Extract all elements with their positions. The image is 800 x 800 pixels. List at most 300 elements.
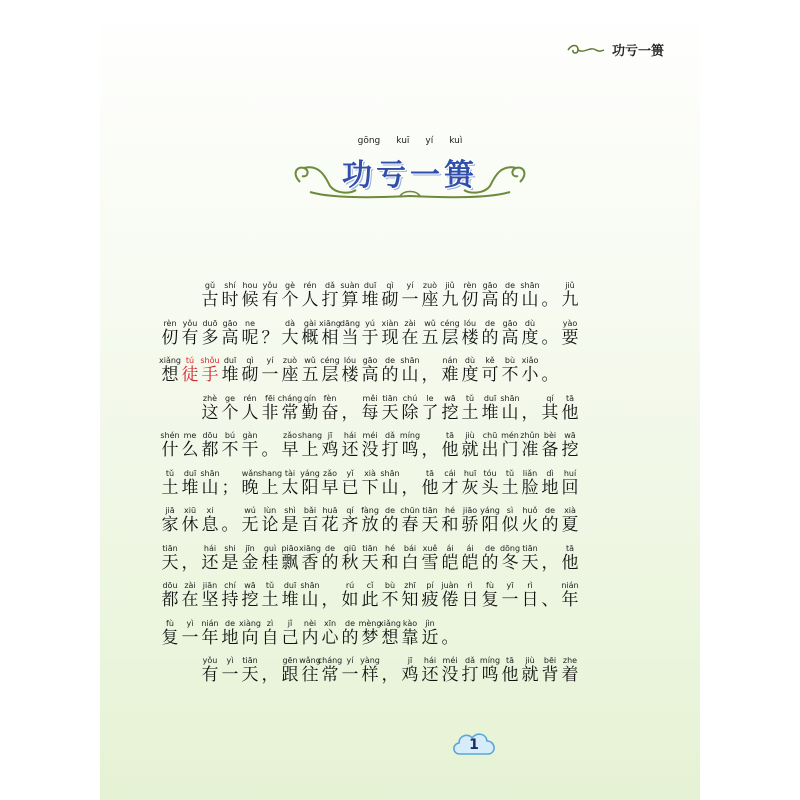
hanzi: 难: [441, 365, 459, 385]
hanzi: 样: [361, 665, 379, 685]
hanzi: 都: [161, 590, 179, 610]
pinyin: yáng: [300, 468, 320, 478]
pinyin: bú: [224, 431, 236, 440]
character-cell: [320, 535, 340, 573]
hanzi: 奋: [321, 402, 339, 423]
character-cell: [440, 572, 460, 610]
hanzi: 和: [441, 515, 459, 535]
character-cell: [340, 535, 360, 573]
pinyin: xià: [364, 468, 376, 478]
hanzi: 常: [321, 665, 339, 685]
hanzi: ，: [521, 402, 539, 423]
pinyin: fàng: [361, 506, 379, 515]
punctuation: [260, 647, 280, 685]
character-cell: [460, 460, 480, 498]
character-cell: [360, 535, 380, 573]
character-cell: [200, 647, 220, 685]
hanzi: 疲: [421, 590, 439, 610]
pinyin: chí: [224, 581, 236, 590]
hanzi: 勤: [301, 402, 319, 423]
hanzi: 早: [321, 477, 339, 498]
character-cell: [440, 497, 460, 535]
hanzi: 都: [201, 440, 219, 460]
pinyin: de: [545, 506, 555, 515]
text-line: [160, 385, 660, 423]
pinyin: tiān: [522, 543, 538, 553]
character-cell: [260, 535, 280, 573]
indent-space: [180, 647, 200, 685]
hanzi: 出: [481, 440, 499, 460]
character-cell: [460, 385, 480, 423]
character-cell: [277, 385, 303, 423]
hanzi: 呢: [241, 327, 259, 348]
character-cell: [460, 572, 480, 610]
pinyin: jīn: [245, 543, 255, 553]
text-line: [160, 610, 660, 648]
character-cell: [480, 272, 500, 310]
pinyin: gài: [303, 318, 317, 328]
character-cell: [440, 272, 460, 310]
hanzi: 山: [521, 290, 539, 310]
hanzi: 阳: [301, 477, 319, 498]
character-cell: [520, 572, 540, 610]
character-cell: [380, 310, 400, 348]
character-cell: [560, 385, 580, 423]
hanzi: 要: [561, 327, 579, 348]
hanzi: 头: [481, 477, 499, 498]
character-cell: [257, 460, 283, 498]
hanzi: 内: [301, 627, 319, 648]
hanzi: 土: [501, 477, 519, 498]
story-title-block: [290, 136, 530, 200]
pinyin: dù: [524, 318, 536, 328]
pinyin: dōu: [202, 431, 218, 440]
hanzi: 想: [381, 627, 399, 648]
hanzi: 堆: [281, 590, 299, 610]
character-cell: [180, 497, 200, 535]
pinyin: rì: [527, 581, 533, 590]
pinyin: dǎ: [385, 431, 395, 440]
hanzi: 九: [561, 290, 579, 310]
hanzi: 鸣: [481, 665, 499, 685]
pinyin: yǒu: [182, 318, 198, 328]
hanzi: 概: [301, 327, 319, 348]
punctuation: [440, 610, 460, 648]
hanzi: 往: [301, 665, 319, 685]
character-cell: [300, 572, 320, 610]
character-cell: [280, 647, 300, 685]
pinyin: xuě: [422, 543, 438, 553]
pinyin: zuò: [422, 281, 438, 290]
character-cell: [240, 497, 260, 535]
hanzi: 其: [541, 402, 559, 423]
indent-space: [180, 272, 200, 310]
pinyin: de: [345, 618, 355, 628]
pinyin: wǎn: [241, 468, 259, 478]
running-header: [566, 40, 664, 59]
character-cell: [220, 647, 240, 685]
character-cell: [260, 497, 280, 535]
hanzi: 他: [501, 665, 519, 685]
character-cell: [220, 310, 240, 348]
pinyin: rèn: [163, 318, 177, 328]
pinyin: duī: [223, 356, 237, 365]
character-cell: [260, 272, 280, 310]
character-cell: [180, 572, 200, 610]
pinyin: shān: [500, 393, 520, 403]
pinyin: shang: [297, 431, 323, 440]
hanzi: 就: [521, 665, 539, 685]
pinyin: qiū: [343, 543, 357, 553]
title-pinyin-syllable: kuī: [396, 136, 410, 146]
hanzi: 。: [541, 290, 559, 310]
hanzi: 天: [381, 402, 399, 423]
hanzi: 土: [461, 402, 479, 423]
character-cell: [160, 610, 180, 648]
hanzi: ，: [421, 365, 439, 385]
pinyin: bǎi: [303, 506, 317, 515]
character-cell: [500, 647, 520, 685]
pinyin: me: [183, 431, 197, 440]
hanzi: 除: [401, 402, 419, 423]
hanzi: 现: [381, 327, 399, 348]
character-cell: [320, 610, 340, 648]
hanzi: 。: [441, 627, 459, 648]
character-cell: [160, 460, 180, 498]
hanzi: 天: [161, 552, 179, 573]
character-cell: [400, 610, 420, 648]
pinyin: yī: [506, 581, 514, 590]
pinyin: rì: [467, 581, 473, 590]
character-cell: [320, 347, 340, 385]
hanzi: 无: [241, 515, 259, 535]
pinyin: wú: [244, 506, 256, 515]
hanzi: 。: [541, 365, 559, 385]
pinyin: fèn: [323, 393, 337, 403]
punctuation: [420, 347, 440, 385]
hanzi: 论: [261, 515, 279, 535]
story-title: 功亏一篑: [342, 158, 478, 193]
character-cell: [400, 535, 420, 573]
pinyin: yì: [186, 618, 194, 628]
pinyin: xiàn: [381, 318, 399, 328]
hanzi: 人: [301, 290, 319, 310]
character-cell: [520, 497, 540, 535]
pinyin: zhe: [562, 656, 578, 665]
character-cell: [460, 310, 480, 348]
hanzi: 地: [221, 627, 239, 648]
hanzi: 秋: [341, 552, 359, 573]
pinyin: de: [485, 543, 495, 553]
hanzi: 人: [241, 402, 259, 423]
title-pinyin-syllable: gōng: [357, 136, 381, 146]
indent-space: [160, 647, 180, 685]
pinyin: xià: [564, 506, 576, 515]
hanzi: 早: [281, 440, 299, 460]
pinyin: yì: [226, 656, 234, 665]
character-cell: [420, 497, 440, 535]
pinyin: lùn: [263, 506, 277, 515]
hanzi: 年: [561, 590, 579, 610]
character-cell: [560, 647, 580, 685]
hanzi: 上: [301, 440, 319, 460]
pinyin: gāo: [222, 318, 238, 328]
pinyin: wā: [444, 393, 456, 403]
pinyin: dǎ: [465, 656, 475, 665]
page-number: 1: [469, 737, 479, 753]
pinyin: yí: [266, 356, 274, 365]
pinyin: zǎo: [283, 431, 297, 440]
text-line: [160, 460, 660, 498]
hanzi: 倦: [441, 590, 459, 610]
character-cell: [320, 385, 340, 423]
character-cell: [160, 497, 180, 535]
character-cell: [240, 310, 260, 348]
pinyin: yàng: [360, 656, 380, 665]
pinyin: shān: [200, 468, 220, 478]
hanzi: 高: [221, 327, 239, 348]
hanzi: 一: [401, 290, 419, 310]
character-cell: [220, 572, 240, 610]
pinyin: qì: [246, 356, 254, 365]
hanzi: 打: [321, 290, 339, 310]
character-cell: [240, 647, 260, 685]
character-cell: [200, 272, 220, 310]
character-cell: [280, 535, 300, 573]
pinyin: tiān: [162, 543, 178, 553]
character-cell: [400, 497, 420, 535]
punctuation: [320, 572, 340, 610]
pinyin: jiāo: [462, 506, 478, 515]
pinyin: duī: [483, 393, 497, 403]
character-cell: [360, 422, 380, 460]
pinyin: duī: [283, 581, 297, 590]
character-cell: [560, 422, 580, 460]
character-cell: [280, 347, 300, 385]
hanzi: 打: [461, 665, 479, 685]
pinyin: duī: [183, 468, 197, 478]
character-cell: [360, 310, 380, 348]
character-cell: [240, 422, 260, 460]
character-cell: [420, 535, 440, 573]
pinyin: ái: [446, 543, 454, 553]
character-cell: [420, 460, 440, 498]
hanzi: 。: [221, 515, 239, 535]
text-line: [160, 347, 660, 385]
character-cell: [480, 535, 500, 573]
character-cell: [320, 272, 340, 310]
hanzi: 年: [201, 627, 219, 648]
pinyin: tiān: [422, 506, 438, 515]
hanzi: 复: [481, 590, 499, 610]
pinyin: bái: [403, 543, 417, 553]
hanzi: 挖: [241, 590, 259, 610]
hanzi: 挖: [441, 402, 459, 423]
hanzi: 一: [501, 590, 519, 610]
hanzi: 梦: [361, 627, 379, 648]
pinyin: shǒu: [200, 356, 220, 365]
hanzi: 火: [521, 515, 539, 535]
hanzi: 五: [421, 327, 439, 348]
pinyin: jiǔ: [565, 281, 575, 290]
indent-space: [160, 385, 180, 423]
pinyin: yí: [346, 656, 354, 665]
character-cell: [300, 310, 320, 348]
pinyin: gāo: [502, 318, 518, 328]
pinyin: chú: [402, 393, 418, 403]
hanzi: 个: [221, 402, 239, 423]
pinyin: jiù: [465, 431, 475, 440]
hanzi: 晚: [241, 477, 259, 498]
character-cell: [380, 497, 400, 535]
character-cell: [160, 422, 180, 460]
hanzi: 层: [441, 327, 459, 348]
pinyin: ne: [245, 318, 255, 328]
hanzi: 在: [181, 590, 199, 610]
hanzi: 百: [301, 515, 319, 535]
hanzi: 如: [341, 590, 359, 610]
pinyin: fēi: [265, 393, 275, 403]
pinyin: qì: [386, 281, 394, 290]
character-cell: [360, 572, 380, 610]
character-cell: [260, 610, 280, 648]
hanzi: 山: [381, 477, 399, 498]
pinyin: wā: [564, 431, 576, 440]
character-cell: [380, 535, 400, 573]
character-cell: [460, 535, 480, 573]
pinyin: tǔ: [265, 581, 275, 590]
hanzi: 高: [361, 365, 379, 385]
pinyin: shén: [160, 431, 180, 440]
pinyin: míng: [479, 656, 501, 665]
character-cell: [340, 497, 360, 535]
hanzi: 持: [221, 590, 239, 610]
character-cell: [360, 647, 380, 685]
hanzi: 楼: [461, 327, 479, 348]
character-cell: [480, 647, 500, 685]
hanzi: ，: [181, 552, 199, 573]
character-cell: [300, 272, 320, 310]
hanzi: 座: [421, 290, 439, 310]
pinyin: shān: [520, 281, 540, 290]
hanzi: 不: [221, 440, 239, 460]
pinyin: xiǎo: [521, 356, 539, 365]
hanzi: 的: [541, 515, 559, 535]
character-cell: [160, 535, 180, 573]
pinyin: nán: [442, 356, 458, 365]
pinyin: cháng: [277, 393, 303, 403]
pinyin: méi: [362, 431, 378, 440]
hanzi: 算: [341, 290, 359, 310]
pinyin: jiù: [525, 656, 535, 665]
character-cell: [200, 310, 220, 348]
pinyin: le: [426, 393, 434, 403]
pinyin: cái: [444, 468, 456, 478]
pinyin: shān: [380, 468, 400, 478]
hanzi: 有: [261, 290, 279, 310]
pinyin: zì: [266, 618, 274, 628]
hanzi: 此: [361, 590, 379, 610]
character-cell: [320, 422, 340, 460]
pinyin: ge: [225, 393, 235, 403]
pinyin: de: [325, 543, 335, 553]
character-cell: [300, 535, 320, 573]
story-body: [160, 272, 660, 685]
hanzi: 一: [341, 665, 359, 685]
character-cell: [240, 272, 260, 310]
pinyin: wǔ: [304, 356, 316, 365]
hanzi: 下: [361, 477, 379, 498]
hanzi: 不: [381, 590, 399, 610]
character-cell: [200, 422, 220, 460]
character-cell: [480, 572, 500, 610]
character-cell: [340, 347, 360, 385]
character-cell: [260, 385, 280, 423]
character-cell: [420, 572, 440, 610]
hanzi: 鸣: [401, 440, 419, 460]
pinyin: zài: [404, 318, 416, 328]
hanzi: 干: [241, 440, 259, 460]
hanzi: 。: [261, 440, 279, 460]
pinyin: tú: [185, 356, 195, 365]
hanzi: 个: [281, 290, 299, 310]
hanzi: 是: [221, 552, 239, 573]
character-cell: [340, 272, 360, 310]
hanzi: 休: [181, 515, 199, 535]
pinyin: zhè: [202, 393, 218, 403]
character-cell: [400, 385, 420, 423]
pinyin: de: [505, 281, 515, 290]
character-cell: [160, 310, 180, 348]
character-cell: [300, 460, 320, 498]
pinyin: rén: [303, 281, 317, 290]
hanzi: 向: [241, 627, 259, 648]
hanzi: 鸡: [321, 440, 339, 460]
pinyin: jìn: [425, 618, 435, 628]
character-cell: [180, 347, 200, 385]
pinyin: huā: [322, 506, 338, 515]
hanzi: 己: [281, 627, 299, 648]
hanzi: ，: [401, 477, 419, 498]
pinyin: pí: [426, 581, 434, 590]
pinyin: piāo: [281, 543, 299, 553]
hanzi: 度: [461, 365, 479, 385]
character-cell: [500, 422, 520, 460]
hanzi: 靠: [401, 627, 419, 648]
hanzi: 齐: [341, 515, 359, 535]
hanzi: ，: [381, 665, 399, 685]
pinyin: de: [225, 618, 235, 628]
character-cell: [420, 272, 440, 310]
hanzi: 没: [361, 440, 379, 460]
character-cell: [280, 572, 300, 610]
hanzi: 五: [301, 365, 319, 385]
pinyin: nián: [201, 618, 219, 628]
hanzi: 的: [321, 552, 339, 573]
pinyin: xiàng: [238, 618, 261, 628]
hanzi: 似: [501, 515, 519, 535]
pinyin: hái: [203, 543, 217, 553]
hanzi: 还: [201, 552, 219, 573]
hanzi: 夏: [561, 515, 579, 535]
pinyin: shì: [284, 506, 296, 515]
hanzi: 日: [521, 590, 539, 610]
pinyin: céng: [320, 356, 340, 365]
pinyin: yǒu: [262, 281, 278, 290]
text-line: [160, 647, 660, 685]
hanzi: 九: [441, 290, 459, 310]
character-cell: [500, 385, 520, 423]
